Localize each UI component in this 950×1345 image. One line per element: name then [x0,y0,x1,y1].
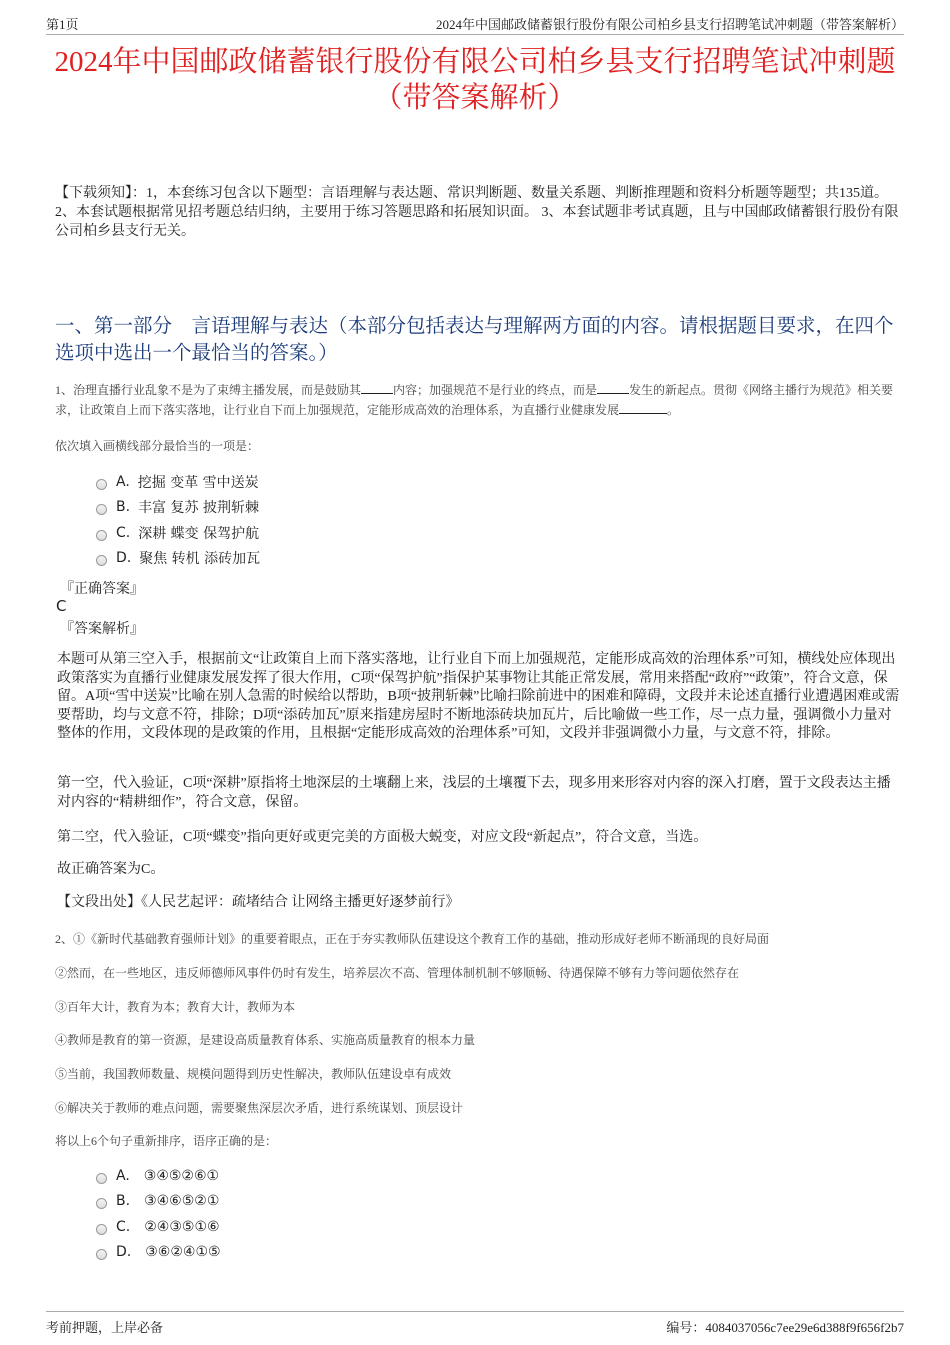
section-title: 一、第一部分 言语理解与表达（本部分包括表达与理解两方面的内容。请根据题目要求，在四个选项中选出一个最恰当的答案。） [55,316,894,364]
correct-answer-label: 『正确答案』 [60,582,144,597]
analysis-paragraph-3: 第二空，代入验证，C项“蝶变”指向更好或更完美的方面极大蜕变，对应文段“新起点”，符合文意，当选。 [57,830,708,845]
q2-sentence-3: ③百年大计，教育为本；教育大计，教师为本 [55,1000,296,1014]
q1-text-b: 内容；加强规范不是行业的终点，而是 [393,383,598,397]
correct-answer-value: C [56,597,67,615]
page-header [46,14,904,35]
option-a[interactable] [96,1163,221,1189]
header-doc-title: 2024年中国邮政储蓄银行股份有限公司柏乡县支行招聘笔试冲刺题（带答案解析） [435,17,904,32]
option-label: C. [116,1218,131,1235]
blank-2 [597,393,629,394]
page-number: 第1页 [46,17,79,32]
option-text: 挖掘 变革 雪中送炭 [137,474,259,491]
option-label: A. [116,473,130,490]
analysis-paragraph-1: 本题可从第三空入手，根据前文“让政策自上而下落实落地，让行业自下而上加强规范，定能形成高效的治理体系”可知，横线处应体现出政策落实为直播行业健康发展发挥了很大作用，C项“保驾护航”指保护某事物让其能正常发展，常用来搭配“政府”“政策”，符合文意，保留。A项“雪中送炭”比喻在别人急需的时候给以帮助，B项“披荆斩棘”比喻扫除前进中的困难和障碍，文段并未论述直播行业遭遇困难或需要帮助，均与文意不符，排除；D项“添砖加瓦”原来指建房屋时不断地添砖块加瓦片，后比喻做一些工作，尽一点力量，强调微小力量对整体的作用，文段体现的是政策的作用，且根据“定能形成高效的治理体系”可知，文段并非强调微小力量，与文意不符，排除。 [57,652,900,741]
option-label: C. [116,524,131,541]
question-2-prompt: 将以上6个句子重新排序，语序正确的是： [55,1134,278,1148]
radio-button[interactable] [96,530,107,541]
option-label: D. [116,550,132,567]
option-text: ②④③⑤①⑥ [144,1218,220,1235]
question-2-options [96,1163,221,1265]
q1-text-c: 发生的新起点。贯彻《网络主播行为规范》相关要求，让政策自上而下落实落地，让行业自下而上加强规范，定能形成高效的治理体系，为直播行业健康发展 [55,383,894,417]
option-label: D. [116,1244,132,1261]
option-text: 丰富 复苏 披荆斩棘 [138,500,259,517]
q1-text-d: 。 [667,403,680,417]
download-notice: 【下载须知】：1，本套练习包含以下题型：言语理解与表达题、常识判断题、数量关系题、判断推理题和资料分析题等题型；共135道。 2、本套试题根据常见招考题总结归纳，主要用于练习答题思路和拓展知识面。 3、本套试题非考试真题，且与中国邮政储蓄银行股份有限公司柏乡县支行无关。 [55,186,899,239]
option-d[interactable] [96,546,260,572]
footer-slogan: 考前押题，上岸必备 [46,1320,164,1335]
footer-serial: 编号：4084037056c7ee29e6d388f9f656f2b7 [666,1320,904,1335]
option-c[interactable] [96,520,260,546]
option-label: A. [116,1167,130,1184]
q2-sentence-2: ②然而，在一些地区，违反师德师风事件仍时有发生，培养层次不高、管理体制机制不够顺畅、待遇保障不够有力等问题依然存在 [55,966,740,980]
page-footer [46,1311,904,1335]
document-title: 2024年中国邮政储蓄银行股份有限公司柏乡县支行招聘笔试冲刺题（带答案解析） [54,46,896,114]
option-b[interactable] [96,1189,221,1215]
radio-button[interactable] [96,1173,107,1184]
analysis-paragraph-2: 第一空，代入验证，C项“深耕”原指将土地深层的土壤翻上来，浅层的土壤覆下去，现多用来形容对内容的深入打磨，置于文段表达主播对内容的“精耕细作”，符合文意，保留。 [57,776,891,810]
q2-sentence-4: ④教师是教育的第一资源，是建设高质量教育体系、实施高质量教育的根本力量 [55,1033,476,1047]
option-text: ③④⑤②⑥① [143,1167,220,1184]
option-b[interactable] [96,495,260,521]
option-c[interactable] [96,1214,221,1240]
option-label: B. [116,1193,131,1210]
blank-3 [619,413,667,414]
radio-button[interactable] [96,504,107,515]
option-a[interactable] [96,469,260,495]
analysis-paragraph-4: 故正确答案为C。 [57,862,165,877]
question-1-prompt: 依次填入画横线部分最恰当的一项是： [55,439,260,453]
radio-button[interactable] [96,1198,107,1209]
blank-1 [361,393,393,394]
passage-source: 【文段出处】《人民艺起评：疏堵结合 让网络主播更好逐梦前行》 [57,895,460,910]
radio-button[interactable] [96,1224,107,1235]
option-label: B. [116,499,131,516]
question-1-options [96,469,260,571]
radio-button[interactable] [96,555,107,566]
q2-sentence-1: 2、①《新时代基础教育强师计划》的重要着眼点，正在于夯实教师队伍建设这个教育工作的基础，推动形成好老师不断涌现的良好局面 [55,932,770,946]
q2-sentence-5: ⑤当前，我国教师数量、规模问题得到历史性解决，教师队伍建设卓有成效 [55,1067,452,1081]
q2-sentence-6: ⑥解决关于教师的难点问题，需要聚焦深层次矛盾，进行系统谋划、顶层设计 [55,1101,464,1115]
option-text: ③④⑥⑤②① [144,1193,220,1210]
option-text: 聚焦 转机 添砖加瓦 [139,551,261,568]
radio-button[interactable] [96,479,107,490]
option-text: ③⑥②④①⑤ [145,1244,221,1261]
radio-button[interactable] [96,1249,107,1260]
option-text: 深耕 蝶变 保驾护航 [138,525,260,542]
q1-text-a: 1、治理直播行业乱象不是为了束缚主播发展，而是鼓励其 [55,383,362,397]
option-d[interactable] [96,1240,221,1266]
question-1-stem [55,380,900,420]
analysis-label: 『答案解析』 [60,622,144,637]
